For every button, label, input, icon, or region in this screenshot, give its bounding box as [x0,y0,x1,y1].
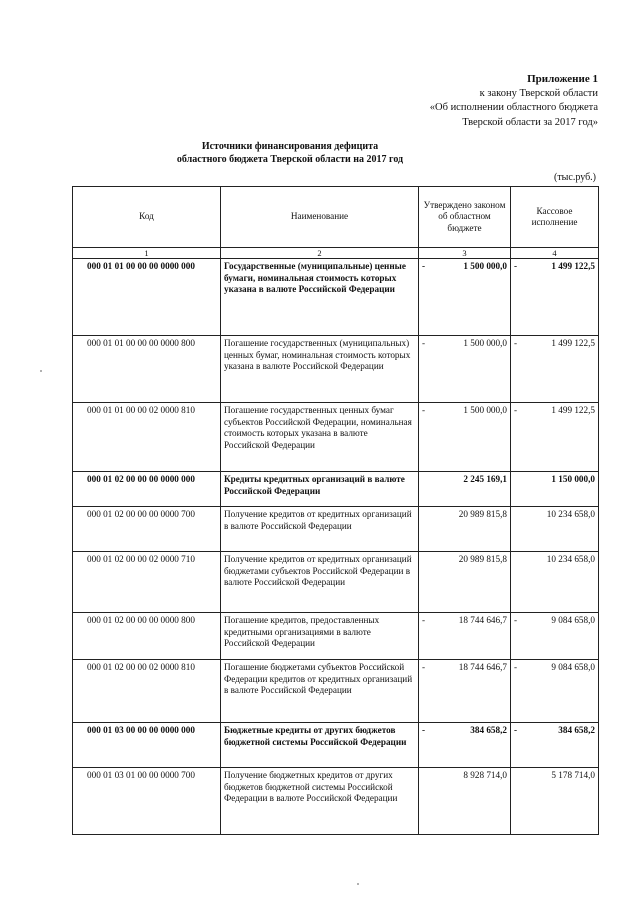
row-executed [511,259,599,336]
scan-speck [357,883,359,885]
row-executed [511,723,599,768]
row-approved-text: 1 500 000,0 [463,261,507,271]
row-executed-text: 5 178 714,0 [551,770,595,780]
minus-sign: - [514,725,518,735]
row-approved [419,472,511,507]
document-title [150,140,430,166]
minus-sign: - [514,615,518,625]
row-name [221,552,419,613]
row-approved-text: 18 744 646,7 [458,662,507,672]
row-executed [511,552,599,613]
header-executed: Кассовое исполнение [511,187,599,248]
row-code-text: 000 01 03 01 00 00 0000 700 [87,770,195,780]
minus-sign: - [422,405,426,415]
row-code [73,552,221,613]
row-name-text: Получение кредитов от кредитных организаций в валюте Российской Федерации [224,509,412,531]
row-approved [419,552,511,613]
row-executed-text: 384 658,2 [558,725,595,735]
column-number: 3 [419,248,511,259]
table-row [73,660,599,723]
row-name [221,723,419,768]
row-name [221,472,419,507]
row-name-text: Кредиты кредитных организаций в валюте Российской Федерации [224,474,405,496]
appendix-line-2: «Об исполнении областного бюджета [429,102,598,113]
row-code-text: 000 01 02 00 00 00 0000 800 [87,615,195,625]
minus-sign: - [514,405,518,415]
header-code: Код [73,187,221,248]
row-approved [419,403,511,472]
row-code [73,660,221,723]
row-code [73,768,221,835]
row-executed-text: 1 499 122,5 [551,338,595,348]
row-code-text: 000 01 02 00 00 00 0000 700 [87,509,195,519]
row-code-text: 000 01 01 00 00 02 0000 810 [87,405,195,415]
row-approved [419,336,511,403]
row-executed [511,403,599,472]
row-approved-text: 8 928 714,0 [463,770,507,780]
row-executed-text: 10 234 658,0 [546,509,595,519]
minus-sign: - [422,662,426,672]
row-approved-text: 1 500 000,0 [463,338,507,348]
financing-table [72,186,599,835]
row-executed-text: 1 499 122,5 [551,405,595,415]
row-approved-text: 384 658,2 [470,725,507,735]
appendix-title: Приложение 1 [527,73,598,85]
table-row [73,403,599,472]
row-code [73,403,221,472]
row-executed [511,472,599,507]
row-approved [419,723,511,768]
row-executed [511,613,599,660]
row-name-text: Получение кредитов от кредитных организаций бюджетами субъектов Российской Федерации в валюте Российской Федерации [224,554,412,587]
row-name-text: Бюджетные кредиты от других бюджетов бюджетной системы Российской Федерации [224,725,407,747]
appendix-header [338,72,598,130]
row-executed-text: 1 499 122,5 [551,261,595,271]
row-approved [419,507,511,552]
appendix-line-1: к закону Тверской области [479,87,598,99]
row-executed [511,768,599,835]
table-row [73,552,599,613]
row-code-text: 000 01 02 00 00 00 0000 000 [87,474,195,484]
column-number: 2 [221,248,419,259]
table-row [73,472,599,507]
row-code [73,259,221,336]
row-approved [419,613,511,660]
row-approved [419,660,511,723]
header-approved: Утверждено законом об областном бюджете [419,187,511,248]
column-number: 1 [73,248,221,259]
row-name [221,507,419,552]
table-row [73,613,599,660]
row-approved-text: 18 744 646,7 [458,615,507,625]
row-approved [419,259,511,336]
row-approved-text: 1 500 000,0 [463,405,507,415]
table-row [73,723,599,768]
column-number-row [73,248,599,259]
row-executed [511,507,599,552]
minus-sign: - [422,615,426,625]
row-name-text: Погашение бюджетами субъектов Российской Федерации кредитов от кредитных организаций в валюте Российской Федерации [224,662,413,695]
row-name [221,660,419,723]
row-code [73,613,221,660]
minus-sign: - [514,338,518,348]
row-executed-text: 1 150 000,0 [551,474,595,484]
minus-sign: - [514,261,518,271]
row-name-text: Погашение кредитов, предоставленных кредитными организациями в валюте Российской Федерации [224,615,380,648]
row-code-text: 000 01 01 00 00 00 0000 800 [87,338,195,348]
row-code-text: 000 01 03 00 00 00 0000 000 [87,725,195,735]
units-label: (тыс.руб.) [553,172,596,183]
row-name [221,336,419,403]
minus-sign: - [422,725,426,735]
column-number: 4 [511,248,599,259]
minus-sign: - [422,261,426,271]
row-code-text: 000 01 02 00 00 02 0000 810 [87,662,195,672]
row-approved-text: 20 989 815,8 [458,554,507,564]
row-name-text: Погашение государственных (муниципальных) ценных бумаг, номинальная стоимость которых указана в валюте Российской Федерации [224,338,411,371]
row-executed [511,660,599,723]
table-row [73,336,599,403]
header-name: Наименование [221,187,419,248]
row-code [73,336,221,403]
row-code [73,472,221,507]
row-executed-text: 9 084 658,0 [551,662,595,672]
row-code-text: 000 01 02 00 00 02 0000 710 [87,554,195,564]
row-approved-text: 20 989 815,8 [458,509,507,519]
minus-sign: - [422,338,426,348]
row-approved [419,768,511,835]
row-name [221,613,419,660]
row-name [221,768,419,835]
row-name [221,403,419,472]
row-name-text: Погашение государственных ценных бумаг субъектов Российской Федерации, номинальная стоимость которых указана в валюте Российской Федерации [224,405,412,450]
row-code [73,507,221,552]
title-line-2: областного бюджета Тверской области на 2017 год [176,154,404,165]
row-executed-text: 10 234 658,0 [546,554,595,564]
row-executed-text: 9 084 658,0 [551,615,595,625]
row-name-text: Получение бюджетных кредитов от других бюджетов бюджетной системы Российской Федерации в валюте Российской Федерации [224,770,398,803]
row-executed [511,336,599,403]
table-row [73,507,599,552]
table-row [73,768,599,835]
appendix-line-3: Тверской области за 2017 год» [462,116,598,128]
title-line-1: Источники финансирования дефицита [201,141,379,152]
row-code [73,723,221,768]
row-name-text: Государственные (муниципальные) ценные бумаги, номинальная стоимость которых указана в валюте Российской Федерации [224,261,406,294]
table-header-row [73,187,599,248]
scan-speck [40,370,42,372]
row-approved-text: 2 245 169,1 [463,474,507,484]
minus-sign: - [514,662,518,672]
row-name [221,259,419,336]
table-row [73,259,599,336]
row-code-text: 000 01 01 00 00 00 0000 000 [87,261,195,271]
